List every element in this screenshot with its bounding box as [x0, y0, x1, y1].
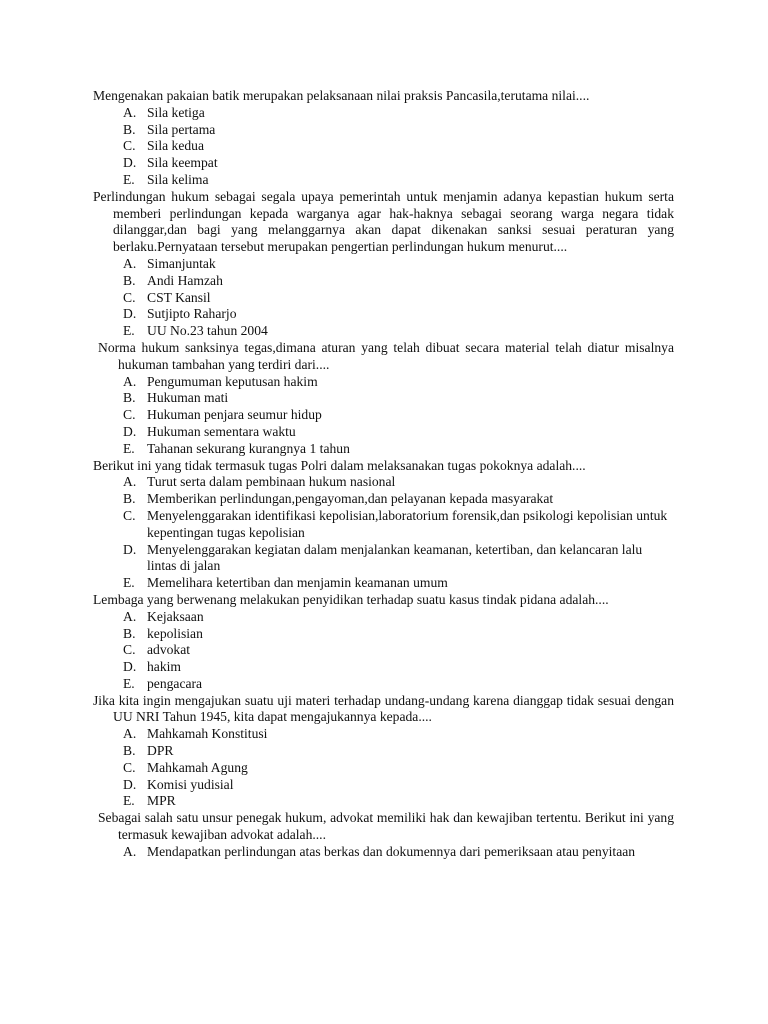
answer-option — [93, 508, 674, 542]
option-letter: D. — [123, 306, 137, 322]
option-text: Simanjuntak — [147, 255, 216, 271]
question-text: Berikut ini yang tidak termasuk tugas Polri dalam melaksanakan tugas pokoknya adalah.... — [93, 457, 586, 473]
question-block — [93, 340, 674, 458]
question-text: Sebagai salah satu unsur penegak hukum, advokat memiliki hak dan kewajiban tertentu. Berikut ini yang termasuk kewajiban advokat adalah.... — [98, 810, 674, 843]
document-page — [93, 88, 674, 861]
answer-option — [93, 256, 674, 273]
option-text: Mahkamah Agung — [147, 759, 248, 775]
option-letter: D. — [123, 659, 137, 675]
answer-option — [93, 575, 674, 592]
option-letter: A. — [123, 608, 137, 624]
question-text: Jika kita ingin mengajukan suatu uji materi terhadap undang-undang karena dianggap tidak sesuai dengan UU NRI Tahun 1945, kita dapat mengajukannya kepada.... — [93, 692, 674, 725]
option-letter: B. — [123, 491, 136, 507]
question-text: Lembaga yang berwenang melakukan penyidikan terhadap suatu kasus tindak pidana adalah.... — [93, 591, 609, 607]
answer-option — [93, 290, 674, 307]
answer-option — [93, 374, 674, 391]
option-text: Sutjipto Raharjo — [147, 306, 237, 322]
options-list — [93, 844, 674, 861]
options-list — [93, 609, 674, 693]
option-text: Sila kelima — [147, 171, 209, 187]
answer-option — [93, 122, 674, 139]
option-text: MPR — [147, 793, 176, 809]
option-letter: A. — [123, 255, 137, 271]
option-letter: C. — [123, 289, 136, 305]
answer-option — [93, 105, 674, 122]
option-text: Sila pertama — [147, 121, 216, 137]
question-text: Mengenakan pakaian batik merupakan pelaksanaan nilai praksis Pancasila,terutama nilai.... — [93, 88, 590, 103]
option-text: Sila keempat — [147, 155, 218, 171]
answer-option — [93, 474, 674, 491]
option-text: UU No.23 tahun 2004 — [147, 323, 268, 339]
answer-option — [93, 390, 674, 407]
answer-option — [93, 844, 674, 861]
option-letter: C. — [123, 407, 136, 423]
answer-option — [93, 743, 674, 760]
option-text: pengacara — [147, 675, 203, 691]
option-text: CST Kansil — [147, 289, 211, 305]
answer-option — [93, 407, 674, 424]
option-text: advokat — [147, 642, 191, 658]
option-letter: E. — [123, 323, 135, 339]
question-block — [93, 88, 674, 189]
option-text: Turut serta dalam pembinaan hukum nasional — [147, 474, 396, 490]
option-letter: A. — [123, 104, 137, 120]
answer-option — [93, 491, 674, 508]
option-text: Mahkamah Konstitusi — [147, 726, 268, 742]
option-text: Memberikan perlindungan,pengayoman,dan pelayanan kepada masyarakat — [147, 491, 554, 507]
option-letter: C. — [123, 138, 136, 154]
option-letter: A. — [123, 474, 137, 490]
answer-option — [93, 760, 674, 777]
option-text: Hukuman sementara waktu — [147, 423, 296, 439]
answer-option — [93, 155, 674, 172]
option-letter: C. — [123, 642, 136, 658]
answer-option — [93, 626, 674, 643]
answer-option — [93, 172, 674, 189]
option-text: Menyelenggarakan kegiatan dalam menjalankan keamanan, ketertiban, dan kelancaran lalu lintas di jalan — [147, 541, 643, 574]
option-letter: E. — [123, 575, 135, 591]
option-letter: D. — [123, 776, 137, 792]
answer-option — [93, 138, 674, 155]
option-text: Andi Hamzah — [147, 272, 223, 288]
option-text: kepolisian — [147, 625, 203, 641]
answer-option — [93, 777, 674, 794]
options-list — [93, 105, 674, 189]
answer-option — [93, 306, 674, 323]
question-block — [93, 189, 674, 340]
option-text: Mendapatkan perlindungan atas berkas dan dokumennya dari pemeriksaan atau penyitaan — [147, 843, 636, 859]
option-letter: A. — [123, 373, 137, 389]
option-letter: D. — [123, 155, 137, 171]
options-list — [93, 726, 674, 810]
option-letter: B. — [123, 121, 136, 137]
option-text: Menyelenggarakan identifikasi kepolisian,laboratorium forensik,dan psikologi kepolisian untuk kepentingan tugas kepolisian — [147, 507, 668, 540]
option-letter: A. — [123, 726, 137, 742]
option-letter: E. — [123, 675, 135, 691]
option-letter: A. — [123, 843, 137, 859]
answer-option — [93, 676, 674, 693]
option-text: hakim — [147, 659, 181, 675]
option-text: DPR — [147, 743, 174, 759]
option-text: Memelihara ketertiban dan menjamin keamanan umum — [147, 575, 448, 591]
option-letter: E. — [123, 171, 135, 187]
option-text: Hukuman mati — [147, 390, 229, 406]
option-letter: B. — [123, 390, 136, 406]
question-block — [93, 592, 674, 693]
question-block — [93, 810, 674, 860]
option-text: Kejaksaan — [147, 608, 204, 624]
question-block — [93, 693, 674, 811]
options-list — [93, 374, 674, 458]
answer-option — [93, 441, 674, 458]
answer-option — [93, 726, 674, 743]
option-text: Hukuman penjara seumur hidup — [147, 407, 322, 423]
option-text: Pengumuman keputusan hakim — [147, 373, 318, 389]
option-letter: B. — [123, 743, 136, 759]
question-text: Norma hukum sanksinya tegas,dimana aturan yang telah dibuat secara material telah diatur misalnya hukuman tambahan yang terdiri dari.... — [98, 339, 674, 372]
answer-option — [93, 659, 674, 676]
answer-option — [93, 424, 674, 441]
option-letter: D. — [123, 423, 137, 439]
option-letter: D. — [123, 541, 137, 557]
option-text: Sila ketiga — [147, 104, 205, 120]
answer-option — [93, 609, 674, 626]
answer-option — [93, 542, 674, 576]
option-letter: C. — [123, 759, 136, 775]
option-letter: E. — [123, 440, 135, 456]
option-letter: B. — [123, 272, 136, 288]
answer-option — [93, 793, 674, 810]
option-letter: C. — [123, 507, 136, 523]
answer-option — [93, 323, 674, 340]
options-list — [93, 256, 674, 340]
answer-option — [93, 273, 674, 290]
option-text: Sila kedua — [147, 138, 205, 154]
question-block — [93, 458, 674, 592]
option-letter: E. — [123, 793, 135, 809]
options-list — [93, 474, 674, 592]
option-text: Komisi yudisial — [147, 776, 234, 792]
question-text: Perlindungan hukum sebagai segala upaya pemerintah untuk menjamin adanya kepastian hukum serta memberi perlindungan kepada warganya agar hak-haknya sebagai seorang warga negara tidak dilanggar,dan bagi yang melanggarnya akan dapat dikenakan sanksi sesuai peraturan yang berlaku.Pernyataan tersebut merupakan pengertian perlindungan hukum menurut.... — [93, 188, 674, 255]
option-letter: B. — [123, 625, 136, 641]
answer-option — [93, 642, 674, 659]
option-text: Tahanan sekurang kurangnya 1 tahun — [147, 440, 350, 456]
